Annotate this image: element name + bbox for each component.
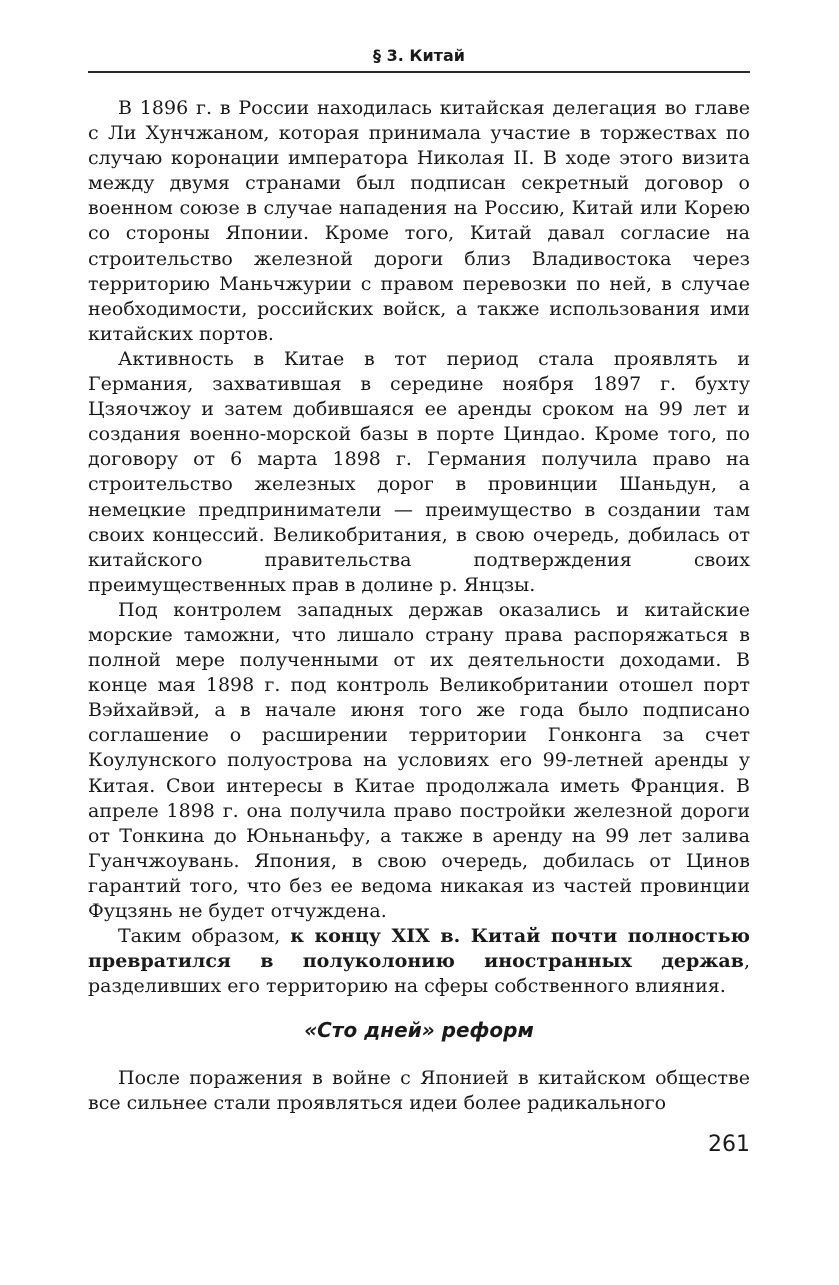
paragraph-3: Под контролем западных держав оказались и китайские морские таможни, что лишало страну права распоряжаться в полной мере полученными от их деятельности доходами. В конце мая 1898 г. под контроль Великобритании отошел порт Вэйхайвэй, а в начале июня того же года было подписано соглашение о расширении территории Гонконга за счет Коулунского полуострова на условиях его 99-летней аренды у Китая. Свои интересы в Китае продолжала иметь Франция. В апреле 1898 г. она получила право постройки железной дороги от Тонкина до Юньнаньфу, а также в аренду на 99 лет залива Гуанчжоувань. Япония, в свою очередь, добилась от Цинов гарантий того, что без ее ведома никакая из частей провинции Фуцзянь не будет отчуждена. [88,598,750,922]
paragraph-4-emphasis: к концу XIX в. Китай почти полностью превратился в полуколонию иностранных держав [88,925,750,973]
paragraph-4-start: Таким образом, [118,925,291,948]
continuation-text [88,1066,750,1116]
paragraph-1: В 1896 г. в России находилась китайская делегация во главе с Ли Хунчжаном, которая принимала участие в торжествах по случаю коронации императора Николая II. В ходе этого визита между двумя странами был подписан секретный договор о военном союзе в случае нападения на Россию, Китай или Корею со стороны Японии. Кроме того, Китай давал согласие на строительство железной дороги близ Владивостока через территорию Маньчжурии с правом перевозки по ней, в случае необходимости, российских войск, а также использования ими китайских портов. [88,97,750,345]
paragraph-4-end: , разделивших его территорию на сферы собственного влияния. [88,950,750,998]
section-subheading: «Сто дней» реформ [304,1018,534,1042]
paragraph-4 [88,924,750,999]
running-header: § 3. Китай [373,46,465,65]
page-number: 261 [708,1132,750,1157]
header-rule [88,71,750,73]
paragraph-5: После поражения в войне с Японией в китайском обществе все сильнее стали проявляться идеи более радикального [88,1067,750,1115]
paragraph-2: Активность в Китае в тот период стала проявлять и Германия, захватившая в середине ноября 1897 г. бухту Цзяочжоу и затем добившаяся ее аренды сроком на 99 лет и создания военно-морской базы в порте Циндао. Кроме того, по договору от 6 марта 1898 г. Германия получила право на строительство железных дорог в провинции Шаньдун, а немецкие предприниматели — преимущество в создании там своих концессий. Великобритания, в свою очередь, добилась от китайского правительства подтверждения своих преимущественных прав в долине р. Янцзы. [88,347,750,596]
main-text [88,96,750,999]
